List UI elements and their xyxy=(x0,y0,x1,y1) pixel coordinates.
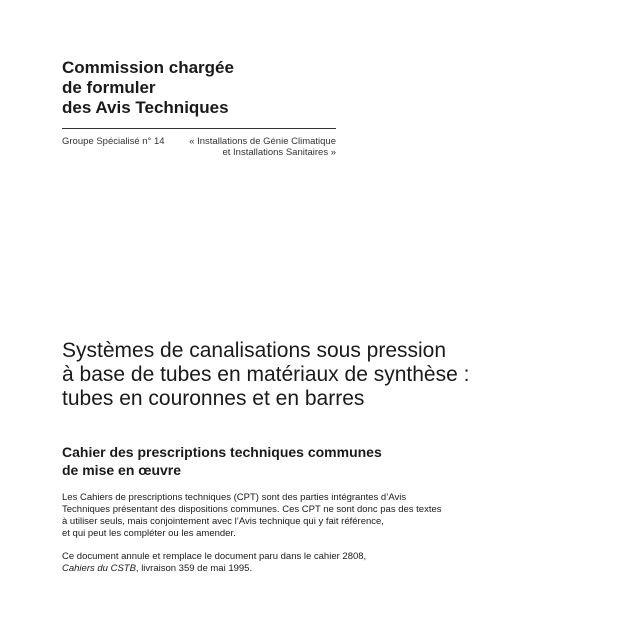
publication-name: Cahiers du CSTB xyxy=(62,563,136,574)
replacement-notice xyxy=(62,551,366,575)
document-subtitle xyxy=(62,443,382,479)
document-subtitle-line: de mise en œuvre xyxy=(62,462,182,478)
groupe-scope-line: « Installations de Génie Climatique xyxy=(189,136,336,147)
commission-line: des Avis Techniques xyxy=(62,98,229,117)
groupe-scope xyxy=(189,136,336,158)
intro-paragraph xyxy=(62,492,442,540)
groupe-scope-line: et Installations Sanitaires » xyxy=(222,147,336,158)
document-title-line: tubes en couronnes et en barres xyxy=(62,387,365,410)
replacement-line xyxy=(62,563,366,575)
intro-line: Les Cahiers de prescriptions techniques (CPT) sont des parties intégrantes d’Avis xyxy=(62,492,407,503)
document-title-line: Systèmes de canalisations sous pression xyxy=(62,339,447,362)
replacement-line: Ce document annule et remplace le document paru dans le cahier 2808, xyxy=(62,551,367,562)
publication-details: , livraison 359 de mai 1995. xyxy=(135,563,253,574)
document-subtitle-line: Cahier des prescriptions techniques communes xyxy=(62,444,382,460)
intro-line: et qui peut les compléter ou les amender. xyxy=(62,528,236,539)
commission-line: de formuler xyxy=(62,78,156,97)
commission-heading xyxy=(62,58,234,118)
document-title-line: à base de tubes en matériaux de synthèse : xyxy=(62,363,470,386)
header-divider xyxy=(62,128,336,129)
intro-line: Techniques présentant des dispositions communes. Ces CPT ne sont donc pas des textes xyxy=(62,504,442,515)
groupe-label: Groupe Spécialisé n° 14 xyxy=(62,136,165,147)
document-title xyxy=(62,339,469,411)
commission-line: Commission chargée xyxy=(62,58,234,77)
intro-line: à utiliser seuls, mais conjointement avec l’Avis technique qui y fait référence, xyxy=(62,516,384,527)
